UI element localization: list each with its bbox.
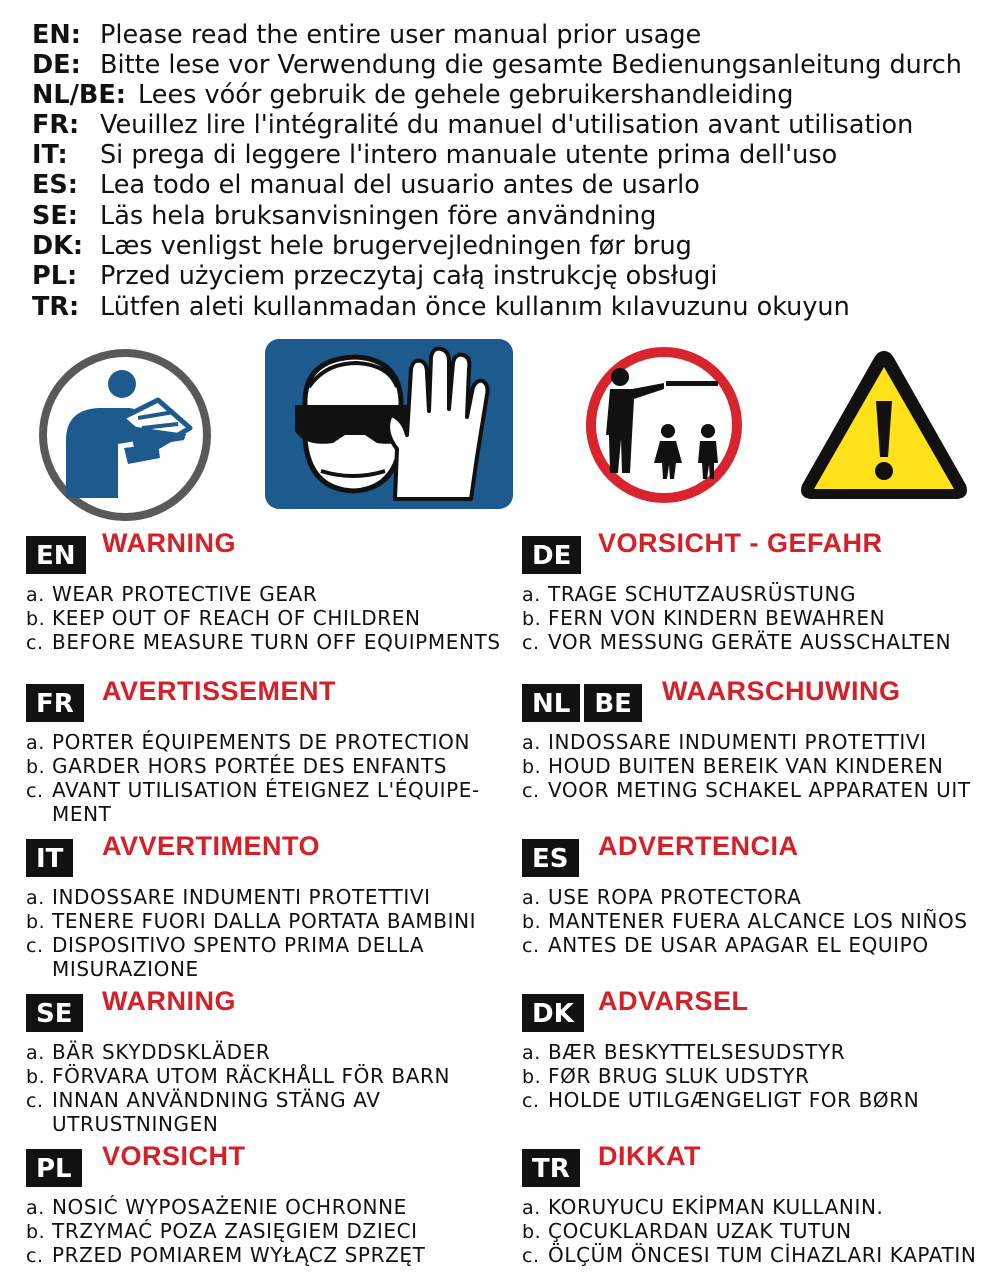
list-item [26,1219,504,1243]
item-letter: a. [26,1197,45,1219]
list-item [26,1195,504,1219]
list-item [26,778,504,826]
item-letter: a. [26,584,45,606]
protective-gear-icon [265,339,513,509]
item-letter: c. [26,935,44,957]
list-item [26,1064,504,1088]
language-tag: ES [522,839,579,877]
instruction-text: Lees vóór gebruik de gehele gebruikershandleiding [138,80,794,110]
list-item [522,778,992,802]
language-tag: DE [522,536,581,574]
language-code: PL: [32,261,78,291]
language-tags [522,994,588,1032]
instruction-text: Lea todo el manual del usuario antes de usarlo [100,170,700,200]
item-text: KEEP OUT OF REACH OF CHILDREN [52,606,421,630]
list-item [522,1243,992,1267]
item-letter: a. [26,887,45,909]
item-letter: b. [522,1221,542,1243]
warning-items [26,1040,504,1136]
item-letter: c. [522,1090,540,1112]
language-code: EN: [32,20,81,50]
language-tag: BE [584,684,642,722]
list-item [522,909,992,933]
item-text: DISPOSITIVO SPENTO PRIMA DELLA MISURAZIONE [52,933,425,981]
warning-items [26,730,504,826]
language-code: ES: [32,170,78,200]
item-letter: a. [26,1042,45,1064]
warning-items [522,1195,992,1267]
item-text: AVANT UTILISATION ÉTEIGNEZ L'ÉQUIPE-MENT [52,778,480,826]
language-tag: DK [522,994,584,1032]
warning-heading: AVERTISSEMENT [102,676,337,706]
item-text: KORUYUCU EKİPMAN KULLANIN. [548,1195,884,1219]
language-tag: IT [26,839,73,877]
item-text: TRZYMAĆ POZA ZASIĘGIEM DZIECI [52,1219,418,1243]
item-letter: c. [522,780,540,802]
warning-heading: WARNING [102,986,236,1016]
item-text: TENERE FUORI DALLA PORTATA BAMBINI [52,909,477,933]
instruction-text: Läs hela bruksanvisningen före användning [100,201,657,231]
list-item [26,1088,504,1136]
instruction-text: Bitte lese vor Verwendung die gesamte Bedienungsanleitung durch [100,50,962,80]
language-tags [26,1149,86,1187]
item-text: MANTENER FUERA ALCANCE LOS NIÑOS [548,909,968,933]
item-letter: c. [26,780,44,802]
item-letter: a. [522,887,541,909]
language-tag: TR [522,1149,580,1187]
warning-heading: DIKKAT [598,1141,701,1171]
warning-triangle-icon [796,345,972,505]
list-item [26,1040,504,1064]
item-text: ÖLÇÜM ÖNCESI TUM CİHAZLARI KAPATIN [548,1243,977,1267]
warning-heading: VORSICHT - GEFAHR [598,528,883,558]
item-text: BÄR SKYDDSKLÄDER [52,1040,271,1064]
list-item [522,885,992,909]
instruction-text: Lütfen aleti kullanmadan önce kullanım kılavuzunu okuyun [100,292,850,322]
language-tags [26,536,90,574]
item-text: WEAR PROTECTIVE GEAR [52,582,318,606]
warning-items [26,582,504,654]
list-item [26,909,504,933]
item-letter: a. [522,732,541,754]
list-item [522,1088,992,1112]
warning-items [522,1040,992,1112]
item-text: ANTES DE USAR APAGAR EL EQUIPO [548,933,929,957]
language-tag: NL [522,684,580,722]
item-letter: b. [26,756,46,778]
item-letter: c. [522,632,540,654]
item-text: USE ROPA PROTECTORA [548,885,802,909]
item-text: FÖRVARA UTOM RÄCKHÅLL FÖR BARN [52,1064,451,1088]
warning-heading: VORSICHT [102,1141,246,1171]
item-letter: b. [522,608,542,630]
list-item [522,606,992,630]
instruction-text: Please read the entire user manual prior usage [100,20,702,50]
list-item [522,1040,992,1064]
language-tag: PL [26,1149,82,1187]
language-tag: SE [26,994,83,1032]
item-text: GARDER HORS PORTÉE DES ENFANTS [52,754,448,778]
list-item [522,1195,992,1219]
read-manual-icon [38,348,212,522]
list-item [522,1219,992,1243]
item-letter: b. [522,756,542,778]
item-text: PORTER ÉQUIPEMENTS DE PROTECTION [52,730,471,754]
item-text: INNAN ANVÄNDNING STÄNG AV UTRUSTNINGEN [52,1088,381,1136]
language-code: FR: [32,110,80,140]
language-tags [522,1149,584,1187]
list-item [26,1243,504,1267]
language-code: SE: [32,201,78,231]
item-text: TRAGE SCHUTZAUSRÜSTUNG [548,582,857,606]
item-text: NOSIĆ WYPOSAŻENIE OCHRONNE [52,1195,407,1219]
item-letter: b. [26,1221,46,1243]
list-item [522,582,992,606]
language-tags [522,839,583,877]
language-code: DE: [32,50,81,80]
warning-heading: WARNING [102,528,236,558]
item-letter: b. [26,1066,46,1088]
item-letter: c. [522,935,540,957]
item-letter: b. [522,1066,542,1088]
list-item [522,754,992,778]
instruction-text: Przed użyciem przeczytaj całą instrukcję obsługi [100,261,718,291]
item-text: FERN VON KINDERN BEWAHREN [548,606,886,630]
item-text: INDOSSARE INDUMENTI PROTETTIVI [52,885,431,909]
item-text: FØR BRUG SLUK UDSTYR [548,1064,810,1088]
item-text: PRZED POMIAREM WYŁĄCZ SPRZĘT [52,1243,426,1267]
item-text: ÇOCUKLARDAN UZAK TUTUN [548,1219,852,1243]
item-letter: c. [26,1245,44,1267]
item-letter: a. [522,1042,541,1064]
language-tag: EN [26,536,86,574]
item-text: VOOR METING SCHAKEL APPARATEN UIT [548,778,971,802]
language-tags [522,536,585,574]
list-item [522,730,992,754]
item-letter: b. [26,608,46,630]
warning-heading: WAARSCHUWING [662,676,901,706]
language-code: DK: [32,231,84,261]
item-text: BEFORE MEASURE TURN OFF EQUIPMENTS [52,630,501,654]
language-code: NL/BE: [32,80,126,110]
warning-items [26,885,504,981]
list-item [26,933,504,981]
warning-items [522,730,992,802]
item-letter: a. [26,732,45,754]
language-tags [26,994,87,1032]
instruction-text: Veuillez lire l'intégralité du manuel d'utilisation avant utilisation [100,110,914,140]
item-text: INDOSSARE INDUMENTI PROTETTIVI [548,730,927,754]
item-letter: c. [26,1090,44,1112]
warning-heading: ADVERTENCIA [598,831,799,861]
list-item [522,933,992,957]
item-text: HOUD BUITEN BEREIK VAN KINDEREN [548,754,944,778]
list-item [26,630,504,654]
warning-items [522,582,992,654]
item-letter: c. [26,632,44,654]
instruction-text: Læs venligst hele brugervejledningen før brug [100,231,692,261]
list-item [522,630,992,654]
warning-heading: ADVARSEL [598,986,749,1016]
list-item [26,730,504,754]
item-text: BÆR BESKYTTELSESUDSTYR [548,1040,846,1064]
instruction-text: Si prega di leggere l'intero manuale utente prima dell'uso [100,140,838,170]
item-letter: a. [522,584,541,606]
list-item [26,754,504,778]
language-tags [26,684,88,722]
warning-heading: AVVERTIMENTO [102,831,321,861]
warning-items [26,1195,504,1267]
language-tags [522,684,646,722]
warning-items [522,885,992,957]
item-text: VOR MESSUNG GERÄTE AUSSCHALTEN [548,630,952,654]
language-tag: FR [26,684,84,722]
language-tags [26,839,77,877]
language-code: IT: [32,140,68,170]
list-item [26,885,504,909]
keep-away-from-children-icon [584,345,744,505]
item-letter: b. [26,911,46,933]
item-letter: b. [522,911,542,933]
list-item [26,606,504,630]
list-item [26,582,504,606]
item-text: HOLDE UTILGÆNGELIGT FOR BØRN [548,1088,920,1112]
language-code: TR: [32,292,80,322]
item-letter: a. [522,1197,541,1219]
list-item [522,1064,992,1088]
item-letter: c. [522,1245,540,1267]
